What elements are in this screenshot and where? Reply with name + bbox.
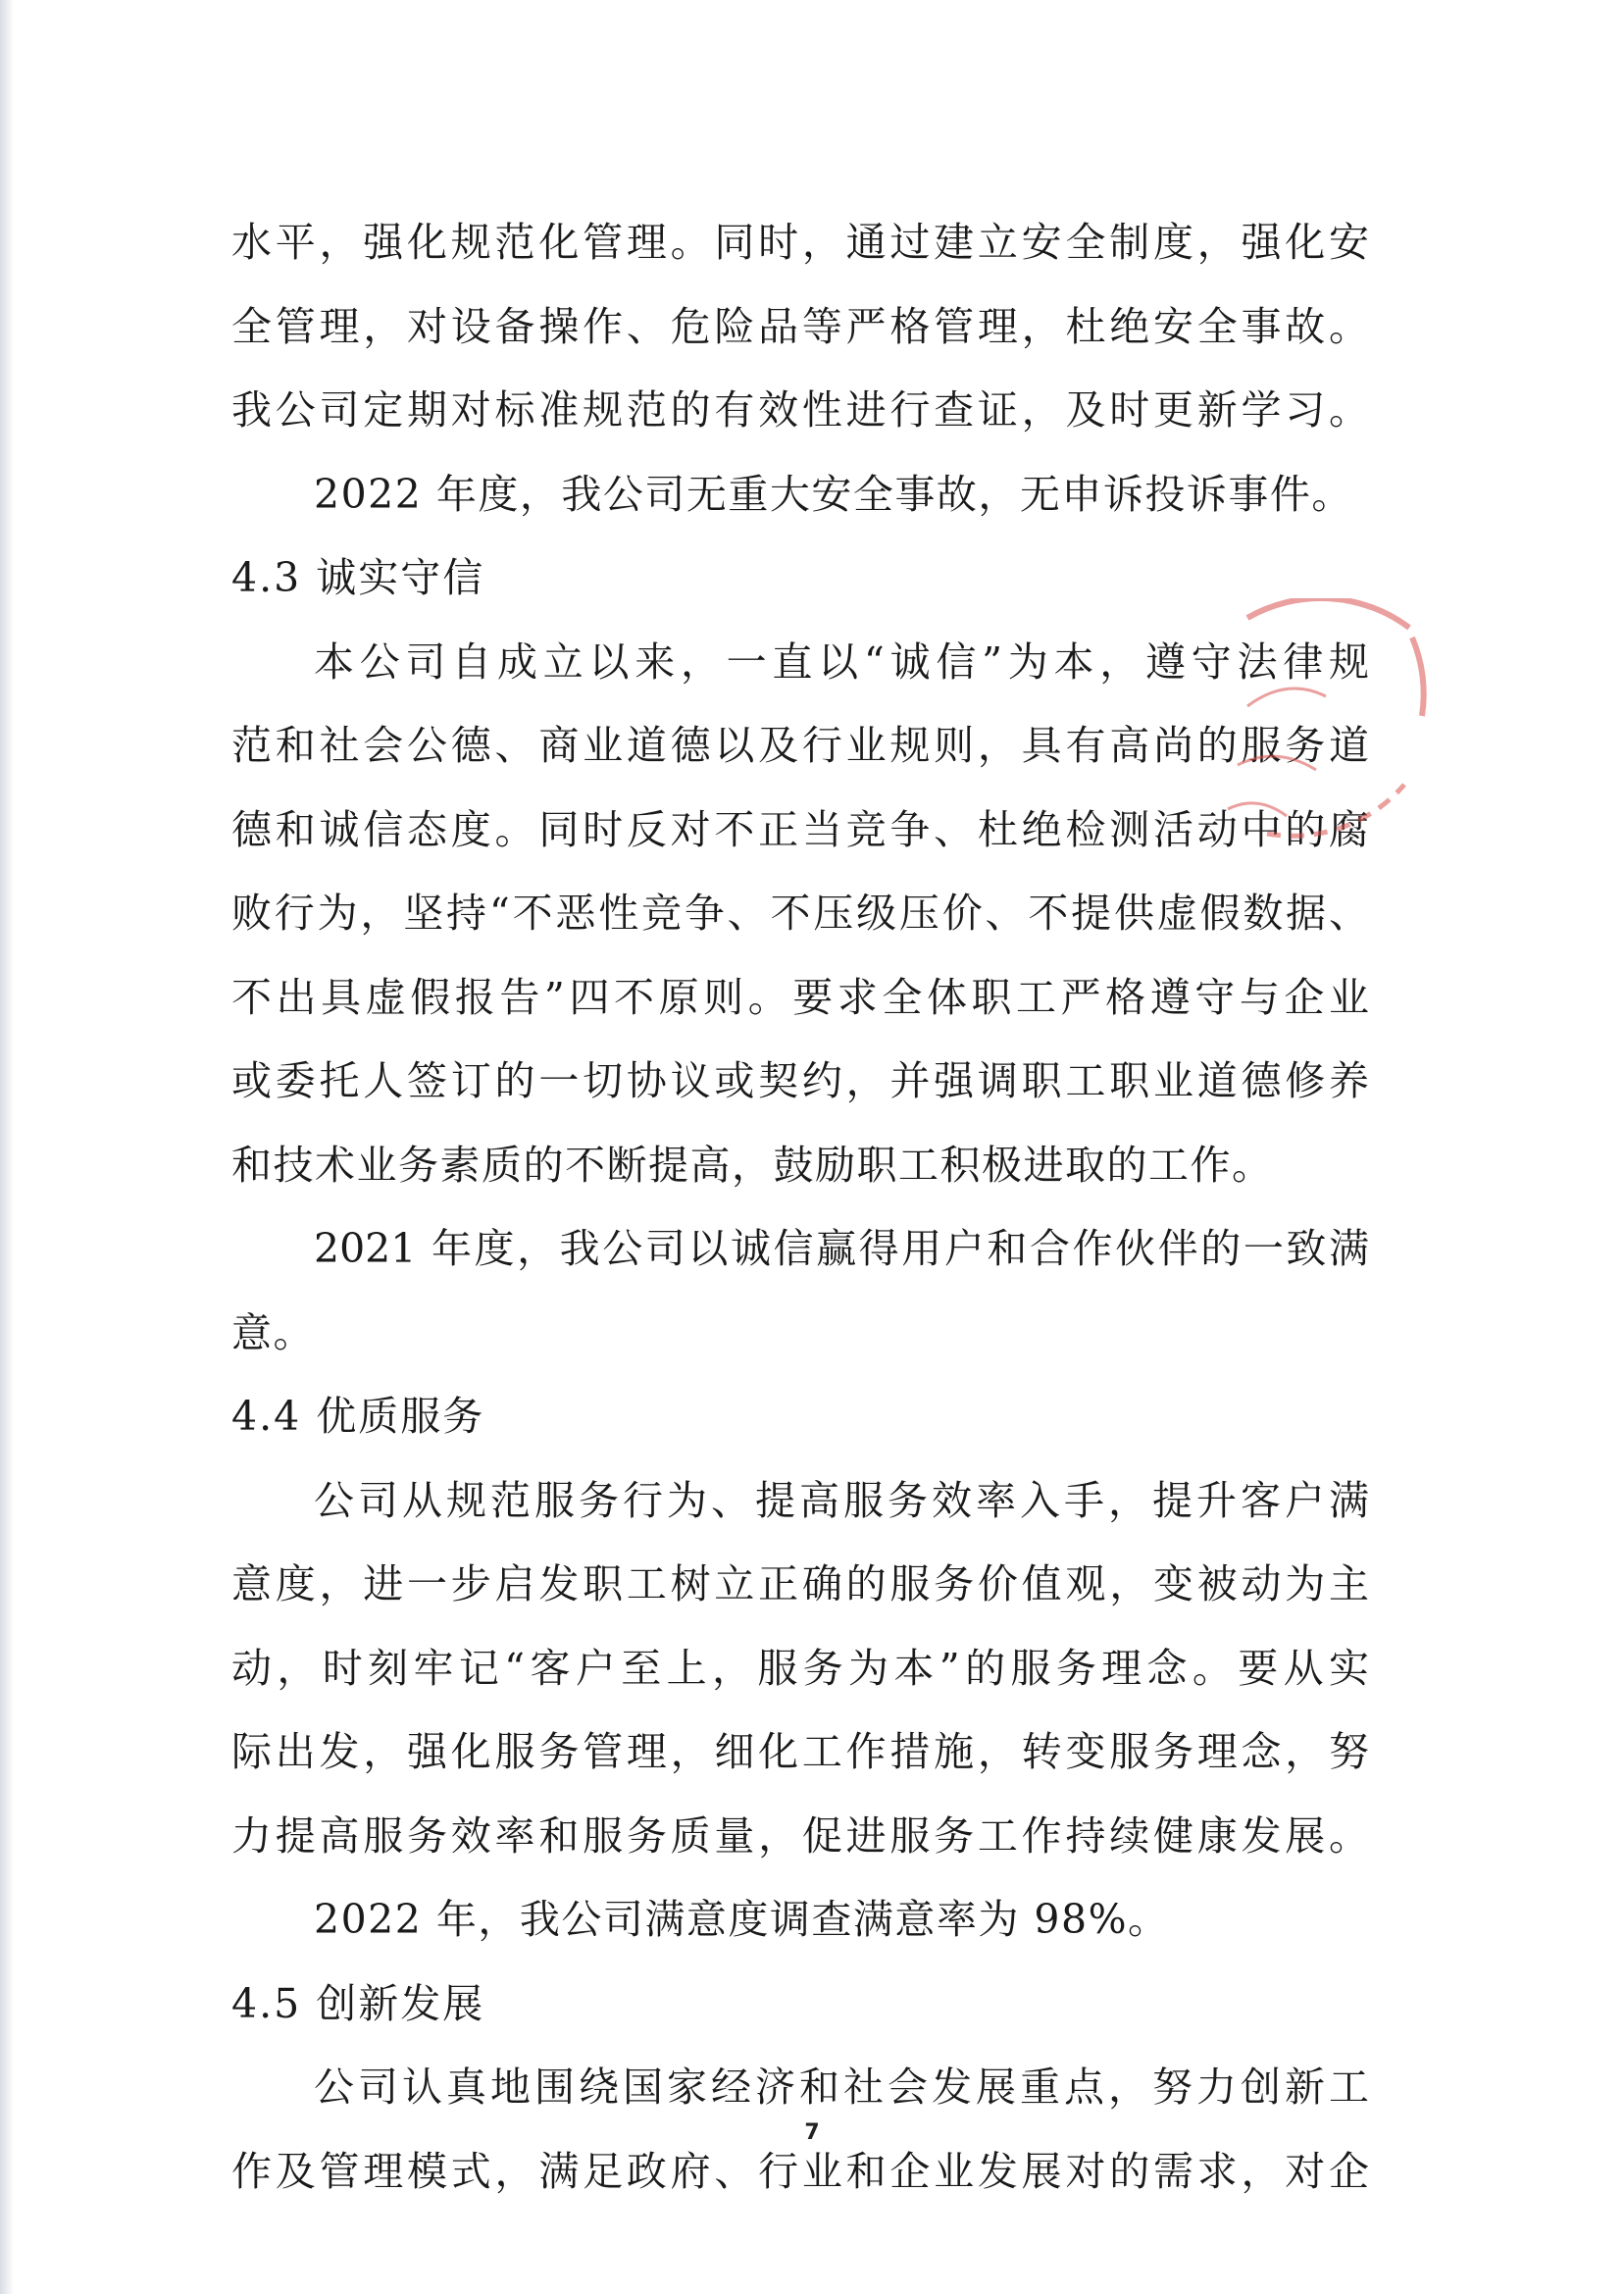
paragraph-line: 2022 年，我公司满意度调查满意率为 98%。 [314, 1896, 1170, 1943]
paragraph-line: 败行为，坚持“不恶性竞争、不压级压价、不提供虚假数据、 [231, 890, 1369, 937]
page-number: 7 [804, 2120, 820, 2145]
section-heading: 4.3 诚实守信 [231, 554, 485, 601]
document-body [231, 201, 1369, 2214]
paragraph-line: 动，时刻牢记“客户至上，服务为本”的服务理念。要从实 [231, 1644, 1369, 1692]
paragraph-line: 不出具虚假报告”四不原则。要求全体职工严格遵守与企业 [231, 973, 1369, 1021]
paragraph-line: 公司从规范服务行为、提高服务效率入手，提升客户满 [314, 1476, 1369, 1524]
paragraph-line: 公司认真地围绕国家经济和社会发展重点，努力创新工 [314, 2064, 1369, 2111]
paragraph-line: 德和诚信态度。同时反对不正当竞争、杜绝检测活动中的腐 [231, 805, 1369, 853]
paragraph-line: 作及管理模式，满足政府、行业和企业发展对的需求，对企 [231, 2147, 1369, 2195]
paragraph-line: 我公司定期对标准规范的有效性进行查证，及时更新学习。 [231, 386, 1369, 433]
scan-edge [0, 0, 14, 2294]
paragraph-line: 本公司自成立以来，一直以“诚信”为本，遵守法律规 [314, 637, 1369, 686]
paragraph-line: 2022 年度，我公司无重大安全事故，无申诉投诉事件。 [314, 470, 1353, 518]
paragraph-line: 全管理，对设备操作、危险品等严格管理，杜绝安全事故。 [231, 302, 1369, 350]
section-heading: 4.5 创新发展 [231, 1979, 485, 2027]
section-heading: 4.4 优质服务 [231, 1393, 485, 1440]
paragraph-line: 或委托人签订的一切协议或契约，并强调职工职业道德修养 [231, 1057, 1369, 1104]
paragraph-line: 范和社会公德、商业道德以及行业规则，具有高尚的服务道 [231, 722, 1369, 769]
paragraph-line: 2021 年度，我公司以诚信赢得用户和合作伙伴的一致满 [314, 1225, 1369, 1272]
paragraph-line: 水平，强化规范化管理。同时，通过建立安全制度，强化安 [231, 219, 1369, 266]
paragraph-line: 意。 [231, 1308, 315, 1356]
paragraph-line: 意度，进一步启发职工树立正确的服务价值观，变被动为主 [231, 1560, 1369, 1607]
paragraph-line: 力提高服务效率和服务质量，促进服务工作持续健康发展。 [231, 1811, 1369, 1860]
paragraph-line: 和技术业务素质的不断提高，鼓励职工积极进取的工作。 [231, 1141, 1274, 1189]
paragraph-line: 际出发，强化服务管理，细化工作措施，转变服务理念，努 [231, 1728, 1369, 1775]
